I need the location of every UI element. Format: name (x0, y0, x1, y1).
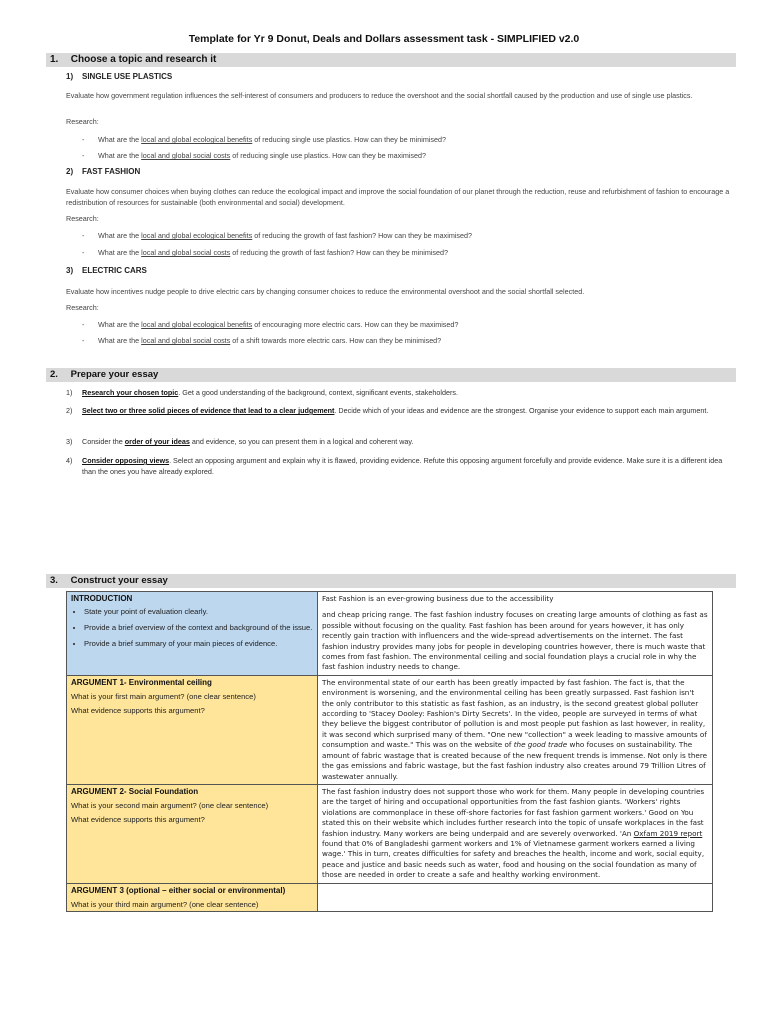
section-1-number: 1. (50, 54, 59, 65)
topic-2-description: Evaluate how consumer choices when buying clothes can reduce the ecological impact and improve the social foundation of our planet through the reduction, reuse and refurbishment of fashion to encourage a redistribution of resources for sustainable (both environmental and social) development. (66, 187, 730, 207)
section-3-heading: Construct your essay (70, 575, 168, 586)
section-3-number: 3. (50, 575, 58, 586)
introduction-bullets (71, 607, 313, 649)
argument-3-prompt-cell (67, 883, 318, 911)
introduction-row (67, 592, 713, 676)
introduction-bullet: • State your point of evaluation clearly. (84, 607, 313, 617)
argument-1-row (67, 675, 713, 784)
topic-1-name: SINGLE USE PLASTICS (82, 72, 173, 81)
topic-2-name: FAST FASHION (82, 167, 141, 176)
introduction-heading: INTRODUCTION (71, 594, 133, 603)
step-1-link[interactable]: Research your chosen topic (82, 388, 179, 397)
topic-1-description: Evaluate how government regulation influences the self-interest of consumers and producers to reduce the overshoot and the social shortfall caused by the production and use of single use plastics. (66, 91, 693, 100)
introduction-bullet: • Provide a brief summary of your main pieces of evidence. (84, 639, 313, 649)
argument-2-heading: ARGUMENT 2- Social Foundation (71, 786, 199, 796)
argument-1-prompt-cell (67, 675, 318, 784)
prepare-step-3: 3) Consider the order of your ideas and evidence, so you can present them in a logical and coherent way. (66, 437, 414, 446)
prepare-step-1: 1) Research your chosen topic. Get a good understanding of the background, context, significant events, stakeholders. (66, 388, 458, 397)
argument-2-question-1: What is your second main argument? (one clear sentence) (71, 800, 269, 810)
section-1-header (46, 53, 736, 67)
argument-1-question-1: What is your first main argument? (one clear sentence) (71, 691, 256, 701)
argument-2-response-cell[interactable]: The fast fashion industry does not support those who work for them. Many people in developing countries are the target of hiring and occupational opportunities from the fast fashion giants. 'Workers' rights violations are commonplace in these off-shore factories for fast fashion garment workers.' Good on You stated this on their website which includes further research into the topic of unsafe workplaces in the fast fashion industry. Many workers are being underpaid and are severely overworked. 'An Oxfam 2019 report found that 0% of Bangladeshi garment workers and 1% of Vietnamese garment workers earned a living wage.' This in turn, creates difficulties for safety and breaches the health, income and work, social equity, peace and justice and basic needs such as water, food and housing on the social foundation as many of those are needed in order to create a safe and healthy working environment. (318, 784, 713, 883)
topic-3-link-ecological-benefits[interactable]: local and global ecological benefits (141, 320, 253, 329)
topic-3-description: Evaluate how incentives nudge people to drive electric cars by changing consumer choices to reduce the environmental overshoot and the social shortfall selected. (66, 287, 585, 296)
argument-3-heading: ARGUMENT 3 (optional – either social or environmental) (71, 885, 286, 895)
topic-2-link-ecological-benefits[interactable]: local and global ecological benefits (141, 231, 253, 240)
section-1-heading: Choose a topic and research it (70, 54, 217, 65)
introduction-response-text: and cheap pricing range. The fast fashion industry focuses on creating large amounts of clothing as fast as possible without focusing on the quality. Fast fashion has been around for years however, it has only recently gain traction with influencers and the wide-spread advertisements on the internet. The fast fashion industry provides many jobs for people in developing countries however, there is much waste that comes from fast fashion. The environmental ceiling and social foundation plays a crucial role in why the fast fashion industry needs to change. (322, 610, 708, 672)
topic-1-link-social-costs[interactable]: local and global social costs (141, 151, 231, 160)
step-4-link[interactable]: Consider opposing views (82, 456, 170, 465)
prepare-step-4: 4) Consider opposing views. Select an opposing argument and explain why it is flawed, providing evidence. Refute this opposing argument forcefully and provide evidence. Make sure it is a different idea than the ones you have already explored. (66, 456, 723, 476)
argument-3-row (67, 883, 713, 911)
argument-2-prompt-cell (67, 784, 318, 883)
section-3-header (46, 574, 736, 588)
topic-2-heading (66, 167, 140, 176)
topic-3-link-social-costs[interactable]: local and global social costs (141, 336, 231, 345)
introduction-response-first-line: Fast Fashion is an ever-growing business due to the accessibility (322, 594, 554, 603)
argument-3-response-cell[interactable] (318, 883, 713, 911)
topic-1-number: 1) (66, 72, 74, 81)
document-title: Template for Yr 9 Donut, Deals and Dollars assessment task - SIMPLIFIED v2.0 (188, 33, 580, 45)
topic-3-question-1: - What are the local and global ecological benefits of encouraging more electric cars. How can they be maximised? (82, 320, 459, 329)
topic-2-number: 2) (66, 167, 74, 176)
essay-table (66, 591, 713, 912)
argument-2-row (67, 784, 713, 883)
step-3-link[interactable]: order of your ideas (124, 437, 190, 446)
topic-2-research-label: Research: (66, 214, 99, 223)
argument-1-question-2: What evidence supports this argument? (71, 705, 205, 715)
argument-1-response-cell[interactable]: The environmental state of our earth has been greatly impacted by fast fashion. The fact is, that the environment is worsening, and the environmental ceiling has been greatly surpassed. Fast fashion isn't the only contributor to this statistic as fast fashion, as an industry, is the second greatest global polluter according to 'Stacey Dooley: Fashion's Dirty Secrets'. In the video, people are surveyed in terms of what they believe the biggest contributor of pollution is and most people put fashion as last however, in reality, it was second which surprised many of them. "One new "collection" a week leading to massive amounts of consumption and waste." This was on the website of the good trade who focuses on sustainability. The amount of fabric wastage that is created because of the new frequent trends is immense. Not only is there the gas emissions and fabric wastage, but the fast fashion industry also creates around 79 Trillion Litres of wastewater annually. (318, 675, 713, 784)
topic-1-research-label: Research: (66, 117, 99, 126)
introduction-prompt-cell (67, 592, 318, 676)
topic-1-heading (66, 72, 172, 81)
topic-3-name: ELECTRIC CARS (82, 266, 147, 275)
topic-1-question-2: - What are the local and global social costs of reducing single use plastics. How can they be maximised? (82, 151, 427, 160)
topic-3-number: 3) (66, 266, 74, 275)
topic-1-question-1: - What are the local and global ecological benefits of reducing single use plastics. How can they be minimised? (82, 135, 447, 144)
section-2-heading: Prepare your essay (70, 369, 159, 380)
introduction-bullet: • Provide a brief overview of the context and background of the issue. (84, 623, 313, 633)
step-2-link[interactable]: Select two or three solid pieces of evidence that lead to a clear judgement (82, 406, 335, 415)
argument-2-question-2: What evidence supports this argument? (71, 814, 205, 824)
topic-2-link-social-costs[interactable]: local and global social costs (141, 248, 231, 257)
topic-2-question-2: - What are the local and global social costs of reducing the growth of fast fashion? How can they be minimised? (82, 248, 449, 257)
topic-3-research-label: Research: (66, 303, 99, 312)
argument-3-question-1: What is your third main argument? (one clear sentence) (71, 899, 259, 909)
topic-3-question-2: - What are the local and global social costs of a shift towards more electric cars. How can they be minimised? (82, 336, 442, 345)
oxfam-report-link[interactable]: Oxfam 2019 report (633, 828, 703, 838)
introduction-response-cell[interactable] (318, 592, 713, 676)
topic-3-heading (66, 266, 147, 275)
section-2-number: 2. (50, 369, 58, 380)
topic-1-link-ecological-benefits[interactable]: local and global ecological benefits (141, 135, 253, 144)
prepare-step-2: 2) Select two or three solid pieces of evidence that lead to a clear judgement. Decide which of your ideas and evidence are the strongest. Organise your evidence to support each main argument. (66, 406, 709, 415)
argument-1-heading: ARGUMENT 1- Environmental ceiling (71, 677, 212, 687)
source-name: the good trade (513, 740, 568, 750)
topic-2-question-1: - What are the local and global ecological benefits of reducing the growth of fast fashion? How can they be maximised? (82, 231, 472, 240)
section-2-header (46, 368, 736, 382)
